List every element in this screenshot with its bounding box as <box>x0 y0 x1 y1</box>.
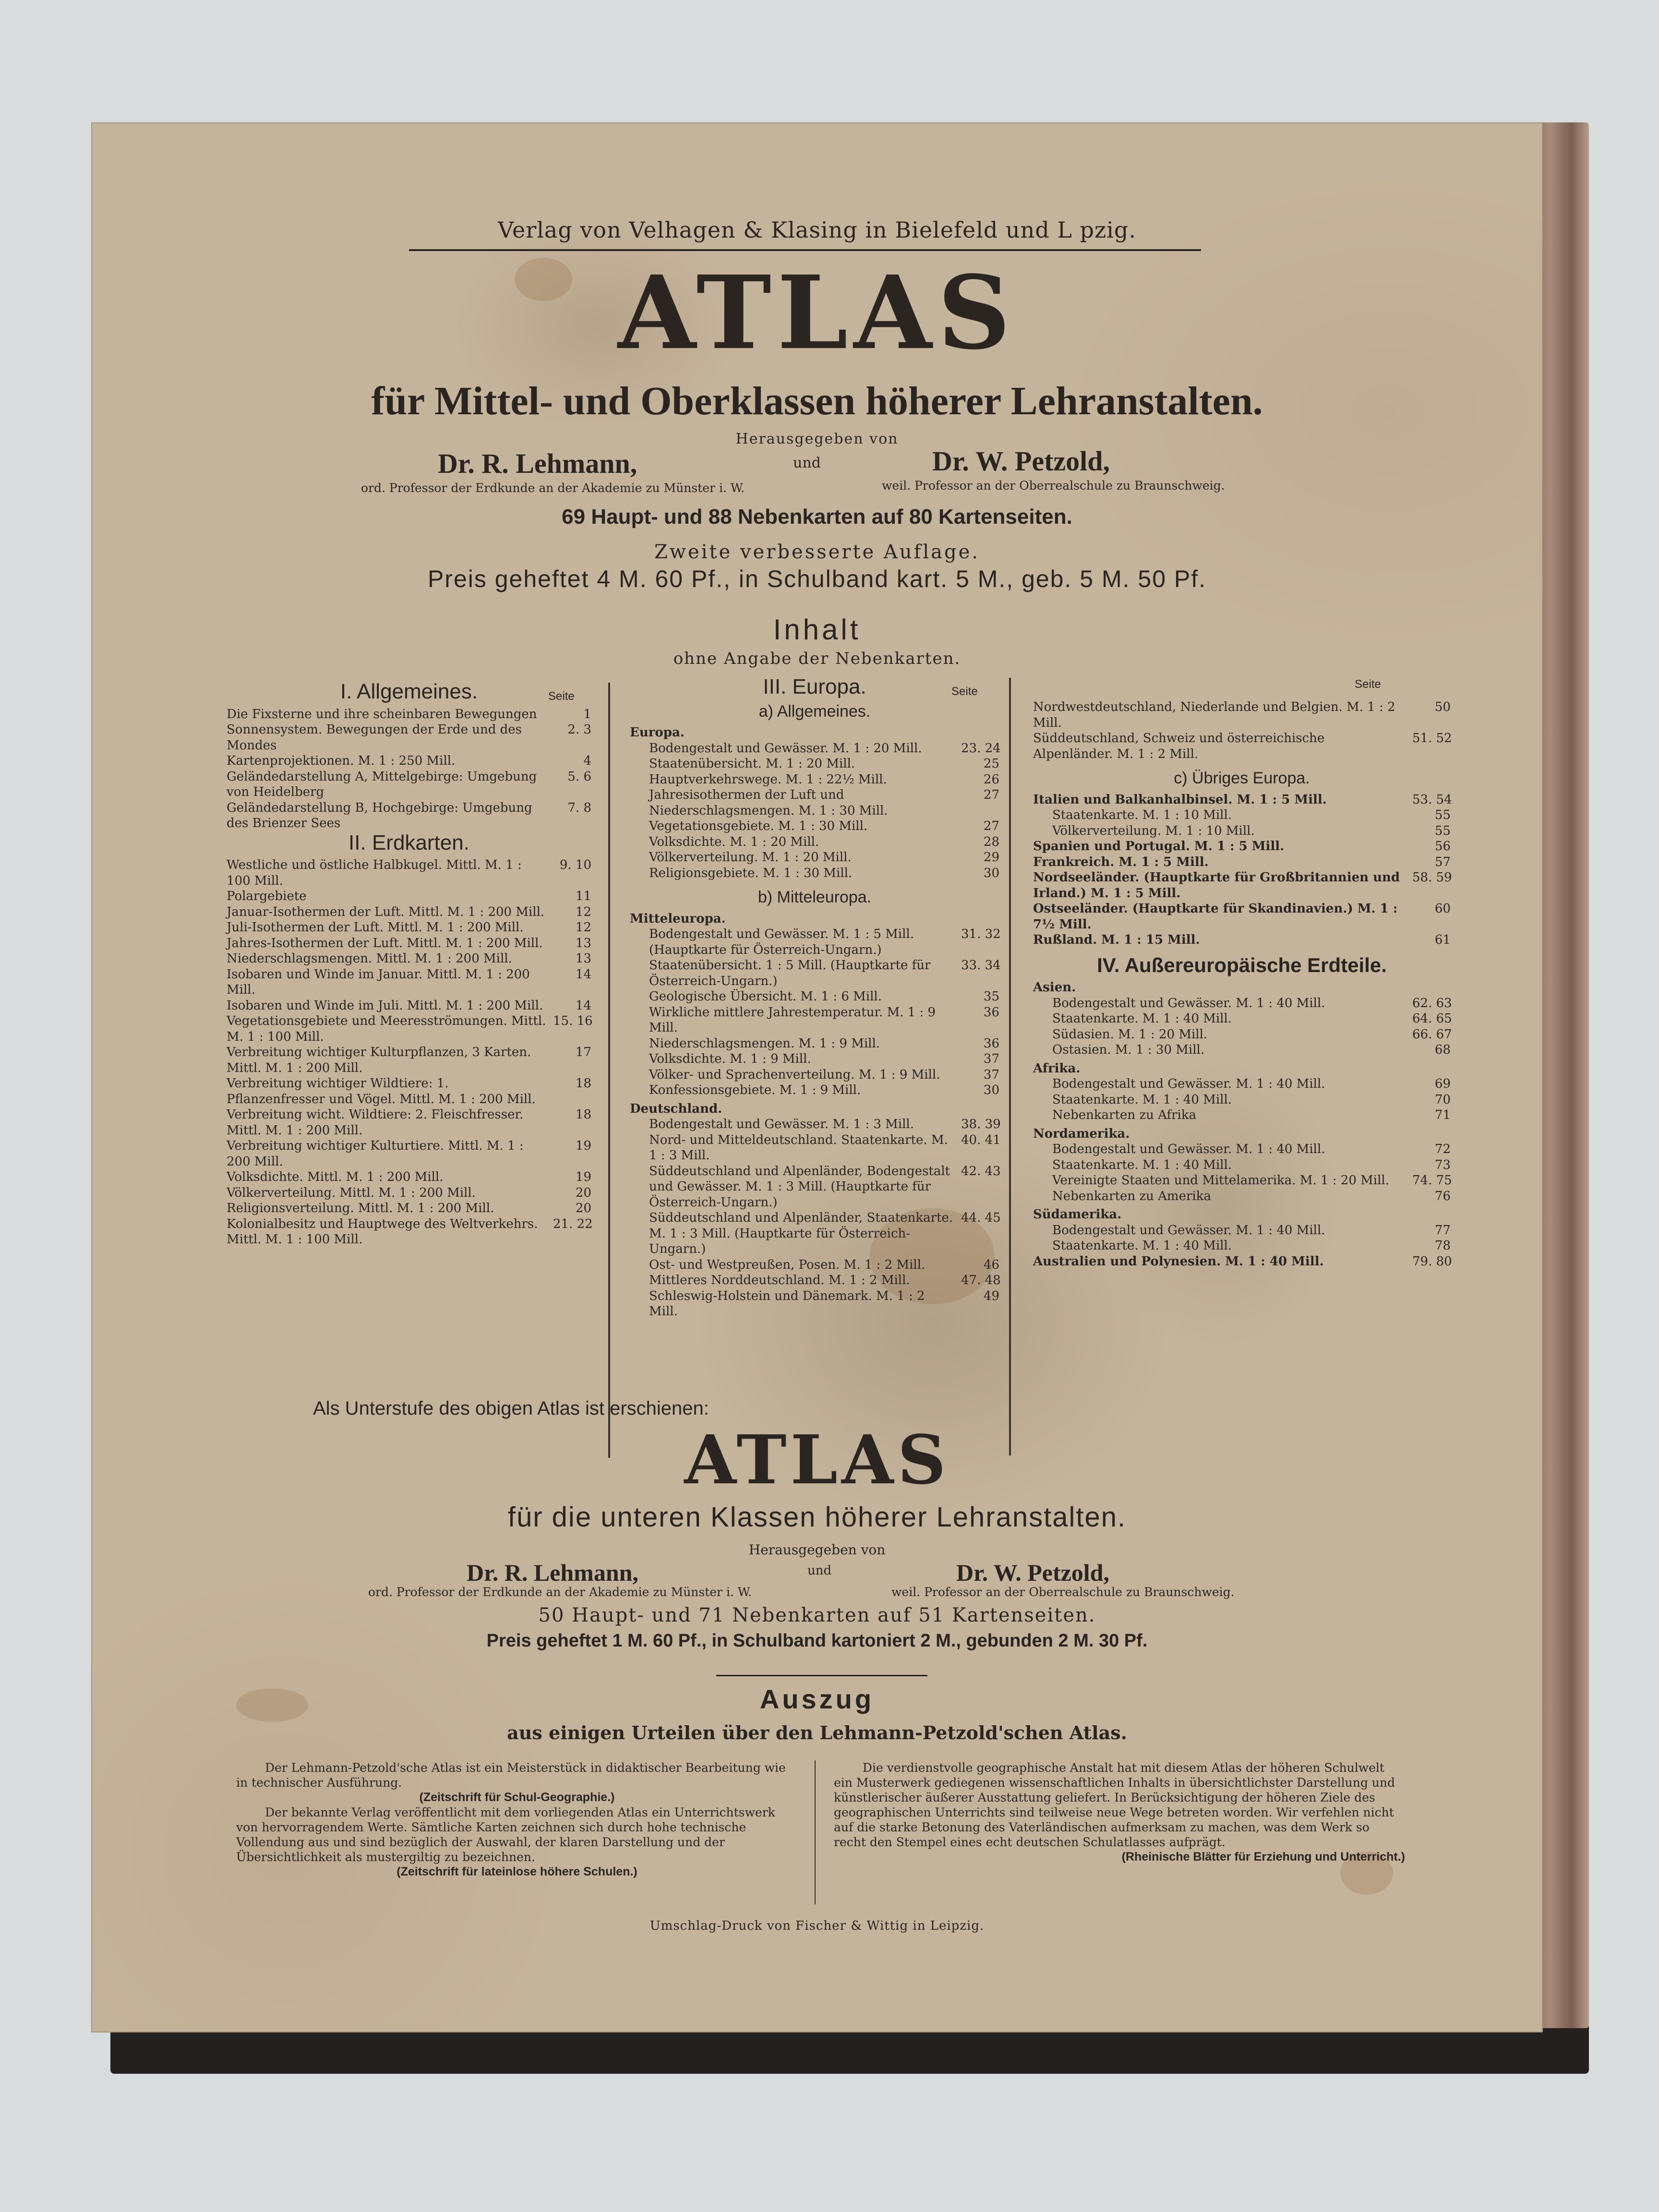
toc-entry <box>630 1117 999 1132</box>
group-europa: Europa. <box>630 725 685 740</box>
entry-page: 11 <box>575 889 591 903</box>
entry-title: Nebenkarten zu Amerika <box>1052 1189 1211 1203</box>
entry-title: Geländedarstellung B, Hochgebirge: Umgebung des Brienzer Sees <box>227 800 532 830</box>
entry-title: Hauptverkehrswege. M. 1 : 22½ Mill. <box>649 772 887 787</box>
editor-2-description: weil. Professor an der Oberrealschule zu Braunschweig. <box>882 479 1225 493</box>
entry-title: Staatenkarte. M. 1 : 40 Mill. <box>1052 1092 1232 1107</box>
entry-page: 72 <box>1434 1142 1451 1156</box>
entry-page: 37 <box>983 1067 999 1082</box>
entry-page: 69 <box>1434 1077 1451 1091</box>
toc-entry <box>630 772 999 788</box>
entry-page: 36 <box>983 1005 999 1020</box>
entry-page: 2. 3 <box>567 722 591 737</box>
section-list-erdkarten <box>227 857 591 1248</box>
toc-column-3 <box>1033 699 1451 1269</box>
entry-page: 28 <box>983 834 999 849</box>
entry-title: Staatenkarte. M. 1 : 40 Mill. <box>1052 1011 1232 1026</box>
editor-2-name: Dr. W. Petzold, <box>932 445 1110 477</box>
entry-title: Spanien und Portugal. M. 1 : 5 Mill. <box>1033 839 1285 854</box>
toc-column-1 <box>227 680 591 1248</box>
list-deutschland-continued <box>1033 699 1451 762</box>
entry-page: 20 <box>575 1201 591 1215</box>
entry-title: Januar-Isothermen der Luft. Mittl. M. 1 : 200 Mill. <box>227 904 545 919</box>
entry-page: 57 <box>1434 854 1451 869</box>
toc-entry <box>1033 1238 1451 1254</box>
toc-entry <box>1033 1092 1451 1108</box>
entry-page: 46 <box>983 1257 999 1272</box>
toc-entry <box>227 769 591 800</box>
entry-title: Völkerverteilung. M. 1 : 10 Mill. <box>1052 823 1255 838</box>
list-europa <box>630 741 999 881</box>
entry-page: 9. 10 <box>559 858 591 872</box>
entry-page: 58. 59 <box>1412 870 1452 885</box>
entry-page: 76 <box>1434 1189 1451 1203</box>
entry-title: Verbreitung wicht. Wildtiere: 2. Fleischfresser. Mittl. M. 1 : 200 Mill. <box>227 1107 524 1138</box>
entry-page: 66. 67 <box>1412 1027 1452 1042</box>
printer-imprint: Umschlag-Druck von Fischer & Wittig in Leipzig. <box>649 1919 985 1933</box>
contents-heading: Inhalt <box>773 613 861 646</box>
section-list-allgemeines <box>227 707 591 831</box>
toc-entry <box>630 741 999 757</box>
publisher-line: Verlag von Velhagen & Klasing in Bielefeld und L pzig. <box>498 217 1136 243</box>
auszug-rule <box>716 1675 927 1676</box>
toc-entry <box>1033 839 1451 854</box>
entry-page: 78 <box>1434 1238 1451 1253</box>
toc-entry <box>1033 699 1451 731</box>
second-atlas-title: ATLAS <box>684 1421 950 1500</box>
toc-entry <box>227 1201 591 1216</box>
entry-page: 26 <box>983 772 999 787</box>
toc-entry <box>227 1013 591 1045</box>
list-mitteleuropa <box>630 926 999 1098</box>
entry-title: Ost- und Westpreußen, Posen. M. 1 : 2 Mill. <box>649 1257 926 1272</box>
toc-entry <box>1033 823 1451 839</box>
group-deutschland: Deutschland. <box>630 1101 722 1116</box>
und-label: und <box>793 455 821 471</box>
entry-page: 12 <box>575 920 591 935</box>
entry-title: Völkerverteilung. Mittl. M. 1 : 200 Mill. <box>227 1185 476 1200</box>
entry-title: Sonnensystem. Bewegungen der Erde und des Mondes <box>227 722 522 753</box>
entry-title: Süddeutschland und Alpenländer, Staatenkarte. M. 1 : 3 Mill. (Hauptkarte für Österreich-Ungarn.) <box>649 1211 953 1256</box>
entry-title: Staatenübersicht. 1 : 5 Mill. (Hauptkarte für Österreich-Ungarn.) <box>649 958 931 988</box>
entry-page: 64. 65 <box>1412 1011 1452 1026</box>
toc-entry <box>1033 1027 1451 1043</box>
entry-page: 49 <box>983 1288 999 1303</box>
list-deutschland <box>630 1117 999 1320</box>
entry-page: 38. 39 <box>961 1117 1001 1131</box>
section-heading-erdkarten: II. Erdkarten. <box>349 830 469 854</box>
toc-entry <box>630 1036 999 1052</box>
toc-entry <box>630 1257 999 1273</box>
entry-title: Isobaren und Winde im Juli. Mittl. M. 1 : 200 Mill. <box>227 998 543 1013</box>
seite-label: Seite <box>1355 678 1381 691</box>
toc-entry <box>227 1138 591 1169</box>
entry-title: Jahres-Isothermen der Luft. Mittl. M. 1 : 200 Mill. <box>227 936 543 950</box>
entry-title: Australien und Polynesien. M. 1 : 40 Mill. <box>1033 1254 1324 1269</box>
entry-title: Schleswig-Holstein und Dänemark. M. 1 : 2 Mill. <box>649 1288 925 1319</box>
list-nordamerika <box>1033 1142 1451 1204</box>
quote-source: (Zeitschrift für lateinlose höhere Schulen.) <box>397 1865 637 1878</box>
editor-1-description: ord. Professor der Erdkunde an der Akademie zu Münster i. W. <box>361 481 745 495</box>
toc-entry <box>1033 854 1451 870</box>
toc-entry <box>630 1288 999 1320</box>
entry-page: 27 <box>983 819 999 833</box>
toc-entry <box>227 967 591 998</box>
entry-page: 7. 8 <box>567 800 591 815</box>
toc-entry <box>227 753 591 769</box>
second-price-line: Preis geheftet 1 M. 60 Pf., in Schulband kartoniert 2 M., gebunden 2 M. 30 Pf. <box>486 1631 1148 1651</box>
group-asien: Asien. <box>1033 980 1076 995</box>
entry-title: Vegetationsgebiete und Meeresströmungen. Mittl. M. 1 : 100 Mill. <box>227 1014 546 1044</box>
entry-page: 13 <box>575 951 591 966</box>
entry-title: Verbreitung wichtiger Wildtiere: 1. Pflanzenfresser und Vögel. Mittl. M. 1 : 200 Mill. <box>227 1076 536 1106</box>
auszug-subheading: aus einigen Urteilen über den Lehmann-Petzold'schen Atlas. <box>507 1722 1127 1743</box>
toc-entry <box>630 1051 999 1067</box>
toc-entry <box>630 926 999 958</box>
entry-title: Süddeutschland und Alpenländer, Bodengestalt und Gewässer. M. 1 : 3 Mill. (Hauptkarte für Österreich-Ungarn.) <box>649 1164 950 1210</box>
entry-page: 18 <box>575 1076 591 1091</box>
entry-page: 20 <box>575 1185 591 1200</box>
toc-entry <box>227 1169 591 1185</box>
list-afrika <box>1033 1076 1451 1123</box>
second-editor-2-name: Dr. W. Petzold, <box>956 1559 1109 1586</box>
entry-title: Kartenprojektionen. M. 1 : 250 Mill. <box>227 754 456 768</box>
toc-entry <box>630 850 999 866</box>
group-afrika: Afrika. <box>1033 1061 1081 1076</box>
entry-page: 21. 22 <box>553 1216 593 1231</box>
auszug-heading: Auszug <box>759 1684 875 1714</box>
second-und-label: und <box>807 1563 832 1578</box>
edition-line: Zweite verbesserte Auflage. <box>654 541 980 563</box>
toc-entry-australien <box>1033 1254 1451 1270</box>
entry-page: 74. 75 <box>1412 1173 1452 1188</box>
toc-entry <box>630 818 999 834</box>
entry-title: Vereinigte Staaten und Mittelamerika. M. 1 : 20 Mill. <box>1052 1173 1389 1188</box>
toc-entry <box>1033 1107 1451 1123</box>
review-quote-1 <box>236 1760 798 1879</box>
subsection-allgemeines: a) Allgemeines. <box>758 702 871 721</box>
entry-page: 42. 43 <box>961 1164 1001 1178</box>
entry-page: 19 <box>575 1170 591 1184</box>
entry-page: 5. 6 <box>567 769 591 784</box>
second-editor-1-name: Dr. R. Lehmann, <box>467 1559 638 1586</box>
toc-entry <box>1033 1076 1451 1092</box>
toc-entry <box>1033 807 1451 823</box>
quote-divider <box>815 1760 816 1904</box>
toc-entry <box>1033 901 1451 932</box>
entry-page: 14 <box>575 998 591 1013</box>
section-heading-europa: III. Europa. <box>763 675 866 698</box>
toc-entry <box>227 1216 591 1248</box>
entry-title: Bodengestalt und Gewässer. M. 1 : 20 Mill. <box>649 741 922 756</box>
atlas-subtitle: für Mittel- und Oberklassen höherer Lehranstalten. <box>371 379 1263 423</box>
toc-entry <box>227 1076 591 1107</box>
entry-title: Bodengestalt und Gewässer. M. 1 : 40 Mill. <box>1052 1142 1325 1156</box>
entry-page: 30 <box>983 866 999 880</box>
entry-title: Volksdichte. M. 1 : 9 Mill. <box>649 1052 811 1066</box>
entry-title: Nord- und Mitteldeutschland. Staatenkarte. M. 1 : 3 Mill. <box>649 1132 948 1163</box>
entry-title: Wirkliche mittlere Jahrestemperatur. M. 1 : 9 Mill. <box>649 1005 936 1035</box>
list-suedamerika <box>1033 1223 1451 1254</box>
second-editor-1-description: ord. Professor der Erdkunde an der Akademie zu Münster i. W. <box>368 1585 752 1599</box>
entry-page: 13 <box>575 936 591 950</box>
entry-page: 61 <box>1434 933 1451 947</box>
toc-entry <box>630 1132 999 1164</box>
toc-entry <box>630 1082 999 1098</box>
entry-page: 60 <box>1434 902 1451 916</box>
entry-page: 27 <box>983 788 999 802</box>
toc-entry <box>1033 1223 1451 1238</box>
entry-page: 14 <box>575 967 591 982</box>
column-divider <box>608 683 610 1458</box>
second-editor-2-description: weil. Professor an der Oberrealschule zu Braunschweig. <box>891 1585 1235 1599</box>
herausgegeben-label: Herausgegeben von <box>735 431 899 447</box>
entry-title: Ostasien. M. 1 : 30 Mill. <box>1052 1043 1205 1057</box>
toc-entry <box>227 1185 591 1201</box>
toc-entry <box>630 1164 999 1211</box>
entry-title: Bodengestalt und Gewässer. M. 1 : 3 Mill. <box>649 1117 914 1131</box>
entry-page: 18 <box>575 1107 591 1122</box>
entry-title: Kolonialbesitz und Hauptwege des Weltverkehrs. Mittl. M. 1 : 100 Mill. <box>227 1216 538 1247</box>
entry-title: Die Fixsterne und ihre scheinbaren Bewegungen <box>227 707 537 721</box>
entry-page: 71 <box>1434 1108 1451 1122</box>
quote-text: Der bekannte Verlag veröffentlicht mit dem vorliegenden Atlas ein Unterrichtswerk von hervorragendem Werte. Sämtliche Karten zeichnen sich durch hohe technische Vollendung aus und sind bezüglich der Auswahl, der klaren Darstellung und der Übersichtlichkeit als mustergiltig zu bezeichnen. <box>236 1805 775 1864</box>
entry-title: Ostseeländer. (Hauptkarte für Skandinavien.) M. 1 : 7½ Mill. <box>1033 902 1398 932</box>
entry-page: 4 <box>583 754 591 768</box>
publisher-rule <box>409 249 1201 251</box>
entry-page: 55 <box>1434 823 1451 838</box>
entry-page: 1 <box>583 707 591 721</box>
entry-title: Mittleres Norddeutschland. M. 1 : 2 Mill. <box>649 1273 910 1287</box>
toc-entry <box>1033 870 1451 901</box>
entry-page: 62. 63 <box>1412 996 1452 1010</box>
entry-title: Nordseeländer. (Hauptkarte für Großbritannien und Irland.) M. 1 : 5 Mill. <box>1033 870 1400 901</box>
subsection-mitteleuropa: b) Mitteleuropa. <box>757 888 872 906</box>
entry-page: 47. 48 <box>961 1273 1001 1287</box>
entry-page: 53. 54 <box>1412 792 1452 807</box>
quote-text: Die verdienstvolle geographische Anstalt hat mit diesem Atlas der höheren Schulwelt ein Musterwerk gediegenen wissenschaftlichen Inhalts in übersichtlichster Darstellung und künstlerischer äußerer Ausstattung geliefert. In Berücksichtigung der höheren Ziele des geographischen Unterrichts sind teilweise neue Wege betreten worden. Wir verfehlen nicht auf die starke Betonung des Vaterländischen aufmerksam zu machen, was dem Werk so recht den Stempel eines echt deutschen Schulatlasses aufprägt. <box>834 1761 1395 1849</box>
entry-page: 31. 32 <box>961 927 1001 941</box>
toc-entry <box>1033 1157 1451 1173</box>
entry-page: 70 <box>1434 1092 1451 1107</box>
toc-entry <box>227 998 591 1014</box>
toc-entry <box>1033 1173 1451 1189</box>
entry-page: 33. 34 <box>961 958 1001 973</box>
toc-entry <box>630 834 999 850</box>
entry-page: 55 <box>1434 808 1451 822</box>
quote-text: Der Lehmann-Petzold'sche Atlas ist ein Meisterstück in didaktischer Bearbeitung wie in technischer Ausführung. <box>236 1761 786 1790</box>
entry-title: Verbreitung wichtiger Kulturpflanzen, 3 Karten. Mittl. M. 1 : 200 Mill. <box>227 1045 531 1075</box>
entry-title: Völker- und Sprachenverteilung. M. 1 : 9 Mill. <box>649 1067 940 1082</box>
entry-page: 17 <box>575 1045 591 1059</box>
entry-title: Bodengestalt und Gewässer. M. 1 : 40 Mill. <box>1052 996 1325 1010</box>
toc-entry <box>227 722 591 753</box>
entry-title: Nordwestdeutschland, Niederlande und Belgien. M. 1 : 2 Mill. <box>1033 700 1395 730</box>
entry-title: Religionsgebiete. M. 1 : 30 Mill. <box>649 866 853 880</box>
toc-entry <box>630 787 999 818</box>
entry-title: Vegetationsgebiete. M. 1 : 30 Mill. <box>649 819 868 833</box>
entry-title: Italien und Balkanhalbinsel. M. 1 : 5 Mill. <box>1033 792 1327 807</box>
editor-1-name: Dr. R. Lehmann, <box>438 448 637 479</box>
price-line: Preis geheftet 4 M. 60 Pf., in Schulband kart. 5 M., geb. 5 M. 50 Pf. <box>427 565 1207 592</box>
toc-entry <box>630 1067 999 1083</box>
list-uebriges-europa <box>1033 792 1451 948</box>
toc-entry <box>630 866 999 881</box>
entry-page: 29 <box>983 850 999 865</box>
entry-page: 73 <box>1434 1157 1451 1172</box>
second-map-count: 50 Haupt- und 71 Nebenkarten auf 51 Kartenseiten. <box>538 1604 1096 1626</box>
toc-entry <box>1033 731 1451 762</box>
entry-page: 50 <box>1434 700 1451 714</box>
subsection-uebriges-europa: c) Übriges Europa. <box>1174 769 1310 787</box>
toc-entry <box>1033 1142 1451 1157</box>
toc-entry <box>1033 1011 1451 1027</box>
second-herausgegeben-label: Herausgegeben von <box>748 1542 886 1558</box>
entry-page: 19 <box>575 1139 591 1153</box>
entry-page: 12 <box>575 904 591 919</box>
entry-page: 77 <box>1434 1223 1451 1238</box>
toc-entry <box>227 800 591 831</box>
entry-title: Staatenkarte. M. 1 : 40 Mill. <box>1052 1238 1232 1253</box>
entry-title: Jahresisothermen der Luft und Niederschlagsmengen. M. 1 : 30 Mill. <box>649 788 888 818</box>
entry-title: Polargebiete <box>227 889 307 903</box>
entry-page: 35 <box>983 989 999 1004</box>
toc-entry <box>227 920 591 936</box>
entry-title: Nebenkarten zu Afrika <box>1052 1108 1197 1122</box>
entry-title: Verbreitung wichtiger Kulturtiere. Mittl. M. 1 : 200 Mill. <box>227 1139 524 1169</box>
entry-title: Volksdichte. M. 1 : 20 Mill. <box>649 834 819 849</box>
entry-title: Rußland. M. 1 : 15 Mill. <box>1033 933 1200 947</box>
entry-title: Geologische Übersicht. M. 1 : 6 Mill. <box>649 989 882 1004</box>
seite-label: Seite <box>951 685 978 698</box>
map-count: 69 Haupt- und 88 Nebenkarten auf 80 Kartenseiten. <box>562 505 1072 529</box>
entry-page: 51. 52 <box>1412 731 1452 745</box>
seite-label: Seite <box>548 690 575 703</box>
toc-entry <box>630 989 999 1005</box>
entry-title: Geländedarstellung A, Mittelgebirge: Umgebung von Heidelberg <box>227 769 537 799</box>
atlas-back-cover <box>91 122 1543 2032</box>
entry-title: Staatenkarte. M. 1 : 40 Mill. <box>1052 1157 1232 1172</box>
entry-page: 23. 24 <box>961 741 1001 756</box>
toc-entry <box>630 1005 999 1036</box>
entry-title: Niederschlagsmengen. M. 1 : 9 Mill. <box>649 1036 880 1051</box>
entry-title: Niederschlagsmengen. Mittl. M. 1 : 200 Mill. <box>227 951 512 966</box>
quote-source: (Rheinische Blätter für Erziehung und Unterricht.) <box>1121 1850 1405 1863</box>
toc-entry <box>227 707 591 722</box>
review-quote-2 <box>834 1760 1405 1864</box>
toc-entry <box>227 904 591 920</box>
entry-page: 40. 41 <box>961 1132 1001 1147</box>
atlas-title: ATLAS <box>618 253 1016 372</box>
contents-subheading: ohne Angabe der Nebenkarten. <box>673 649 961 668</box>
entry-title: Volksdichte. Mittl. M. 1 : 200 Mill. <box>227 1170 444 1184</box>
toc-entry <box>630 1210 999 1257</box>
section-heading-allgemeines: I. Allgemeines. <box>340 680 478 703</box>
group-mitteleuropa: Mitteleuropa. <box>630 911 726 926</box>
toc-entry <box>227 857 591 889</box>
entry-title: Süddeutschland, Schweiz und österreichische Alpenländer. M. 1 : 2 Mill. <box>1033 731 1325 761</box>
entry-title: Bodengestalt und Gewässer. M. 1 : 40 Mill. <box>1052 1077 1325 1091</box>
second-atlas-subtitle: für die unteren Klassen höherer Lehranstalten. <box>507 1502 1127 1533</box>
entry-title: Bodengestalt und Gewässer. M. 1 : 40 Mill. <box>1052 1223 1325 1238</box>
toc-entry <box>630 1273 999 1288</box>
toc-entry <box>227 889 591 904</box>
entry-title: Konfessionsgebiete. M. 1 : 9 Mill. <box>649 1083 861 1097</box>
entry-page: 79. 80 <box>1412 1254 1452 1269</box>
quote-source: (Zeitschrift für Schul-Geographie.) <box>419 1791 615 1804</box>
entry-title: Bodengestalt und Gewässer. M. 1 : 5 Mill. (Hauptkarte für Österreich-Ungarn.) <box>649 927 914 957</box>
entry-title: Religionsverteilung. Mittl. M. 1 : 200 Mill. <box>227 1201 494 1215</box>
toc-entry <box>630 756 999 772</box>
toc-entry <box>1033 996 1451 1011</box>
toc-entry <box>227 1045 591 1076</box>
entry-title: Juli-Isothermen der Luft. Mittl. M. 1 : 200 Mill. <box>227 920 524 935</box>
entry-page: 37 <box>983 1052 999 1066</box>
entry-title: Westliche und östliche Halbkugel. Mittl. M. 1 : 100 Mill. <box>227 858 522 888</box>
toc-entry <box>1033 1042 1451 1058</box>
entry-page: 56 <box>1434 839 1451 854</box>
toc-entry <box>1033 792 1451 808</box>
toc-entry <box>1033 1189 1451 1204</box>
entry-title: Staatenkarte. M. 1 : 10 Mill. <box>1052 808 1232 822</box>
entry-title: Völkerverteilung. M. 1 : 20 Mill. <box>649 850 852 865</box>
entry-page: 30 <box>983 1083 999 1097</box>
section-heading-aussereuropa: IV. Außereuropäische Erdteile. <box>1097 953 1387 976</box>
entry-title: Isobaren und Winde im Januar. Mittl. M. 1 : 200 Mill. <box>227 967 530 997</box>
entry-page: 36 <box>983 1036 999 1051</box>
entry-page: 25 <box>983 757 999 771</box>
entry-page: 68 <box>1434 1043 1451 1057</box>
entry-title: Staatenübersicht. M. 1 : 20 Mill. <box>649 757 855 771</box>
entry-page: 44. 45 <box>961 1211 1001 1225</box>
toc-column-2 <box>630 675 999 1320</box>
unterstufe-intro: Als Unterstufe des obigen Atlas ist erschienen: <box>313 1398 709 1419</box>
group-suedamerika: Südamerika. <box>1033 1207 1122 1222</box>
toc-entry <box>227 936 591 951</box>
column-divider <box>1009 678 1011 1455</box>
group-nordamerika: Nordamerika. <box>1033 1126 1130 1141</box>
toc-entry <box>227 1107 591 1138</box>
list-asien <box>1033 996 1451 1058</box>
entry-title: Frankreich. M. 1 : 5 Mill. <box>1033 854 1209 869</box>
entry-title: Südasien. M. 1 : 20 Mill. <box>1052 1027 1208 1042</box>
entry-page: 15. 16 <box>553 1014 593 1028</box>
toc-entry <box>227 951 591 967</box>
toc-entry <box>630 958 999 989</box>
toc-entry <box>1033 932 1451 948</box>
